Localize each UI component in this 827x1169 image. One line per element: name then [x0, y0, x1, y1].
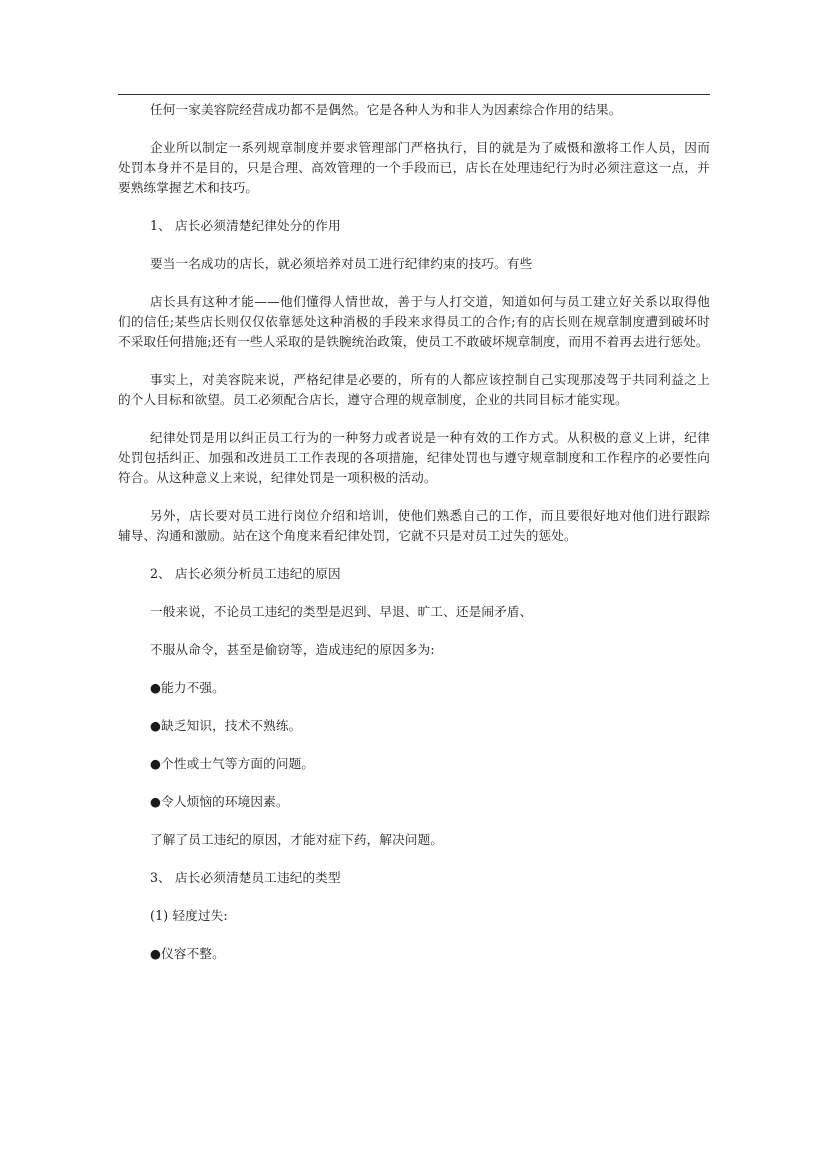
subsection-heading: (1) 轻度过失: — [150, 908, 228, 923]
paragraph-intro: 任何一家美容院经营成功都不是偶然。它是各种人为和非人为因素综合作用的结果。 — [150, 102, 622, 117]
section-heading-3: 3、 店长必须清楚员工违纪的类型 — [150, 870, 341, 885]
document-body — [118, 100, 710, 982]
paragraph: 一般来说，不论员工违纪的类型是迟到、早退、旷工、还是闹矛盾、 — [150, 604, 533, 619]
paragraph: 不服从命令，甚至是偷窃等，造成违纪的原因多为: — [150, 642, 435, 657]
paragraph: 店长具有这种才能——他们懂得人情世故，善于与人打交道，知道如何与员工建立好关系以取得他们的信任;某些店长则仅仅依靠惩处这种消极的手段来求得员工的合作;有的店长则在规章制度遭到破坏时不采取任何措施;还有一些人采取的是铁腕统治政策，使员工不敢破坏规章制度，而用不着再去进行惩处。 — [118, 294, 710, 349]
paragraph: 事实上，对美容院来说，严格纪律是必要的，所有的人都应该控制自己实现那凌驾于共同利益之上的个人目标和欲望。员工必须配合店长，遵守合理的规章制度，企业的共同目标才能实现。 — [118, 372, 710, 407]
section-heading-1: 1、 店长必须清楚纪律处分的作用 — [150, 218, 341, 233]
bullet-item: ●个性或士气等方面的问题。 — [150, 756, 315, 771]
bullet-item: ●能力不强。 — [150, 680, 225, 695]
paragraph: 纪律处罚是用以纠正员工行为的一种努力或者说是一种有效的工作方式。从积极的意义上讲，纪律处罚包括纠正、加强和改进员工工作表现的各项措施，纪律处罚也与遵守规章制度和工作程序的必要性向符合。从这种意义上来说，纪律处罚是一项积极的活动。 — [118, 430, 710, 485]
paragraph: 另外，店长要对员工进行岗位介绍和培训，使他们熟悉自己的工作，而且要很好地对他们进行跟踪辅导、沟通和激励。站在这个角度来看纪律处罚，它就不只是对员工过失的惩处。 — [118, 508, 710, 543]
bullet-item: ●令人烦恼的环境因素。 — [150, 794, 289, 809]
section-heading-2: 2、 店长必须分析员工违纪的原因 — [150, 566, 341, 581]
bullet-item: ●仪容不整。 — [150, 946, 225, 961]
paragraph-purpose: 企业所以制定一系列规章制度并要求管理部门严格执行，目的就是为了威慑和激将工作人员，因而处罚本身并不是目的，只是合理、高效管理的一个手段而已，店长在处理违纪行为时必须注意这一点，并要熟练掌握艺术和技巧。 — [118, 140, 710, 195]
header-rule — [118, 94, 710, 95]
paragraph: 要当一名成功的店长，就必须培养对员工进行纪律约束的技巧。有些 — [150, 256, 533, 271]
paragraph: 了解了员工违纪的原因，才能对症下药，解决问题。 — [150, 832, 444, 847]
bullet-item: ●缺乏知识，技术不熟练。 — [150, 718, 302, 733]
